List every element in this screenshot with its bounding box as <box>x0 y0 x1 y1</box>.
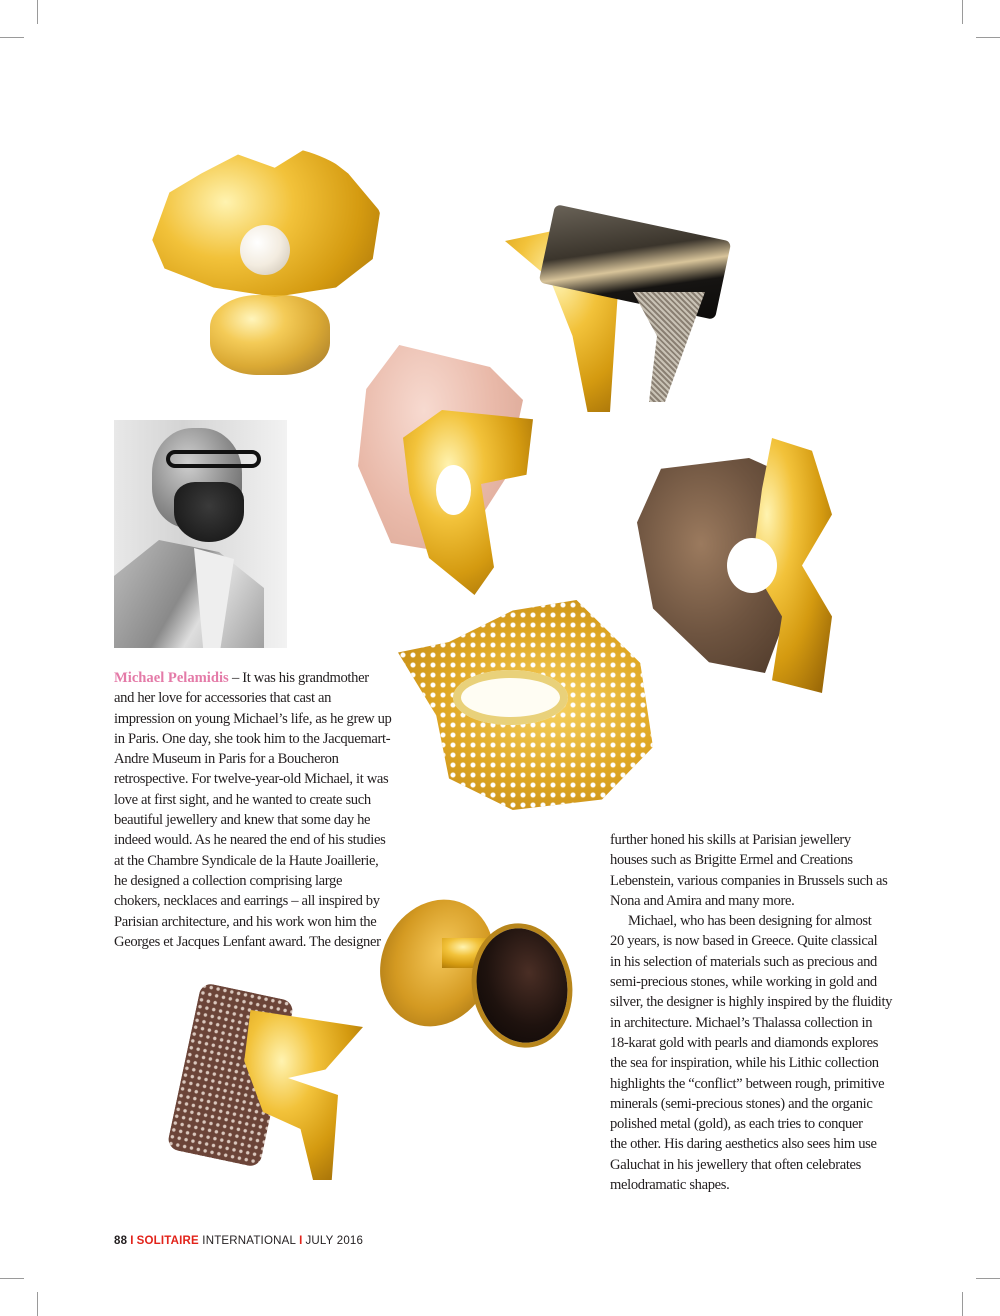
text-line: 18-karat gold with pearls and diamonds explores <box>610 1034 879 1051</box>
text-line: polished metal (gold), as each tries to conquer <box>610 1116 863 1133</box>
page-footer <box>114 1235 363 1247</box>
crop-mark <box>976 37 1000 38</box>
text-line: houses such as Brigitte Ermel and Creations <box>610 852 853 869</box>
text-line: 20 years, is now based in Greece. Quite classical <box>610 933 878 950</box>
issue-date: JULY 2016 <box>305 1235 364 1247</box>
text-line: beautiful jewellery and knew that some day he <box>114 812 371 829</box>
text-line: silver, the designer is highly inspired by the fluidity <box>610 994 893 1011</box>
text-line: highlights the “conflict” between rough, primitive <box>610 1075 885 1092</box>
galuchat-ring-image <box>183 990 363 1185</box>
magazine-brand: SOLITAIRE <box>136 1235 199 1247</box>
article-right-column <box>610 830 893 1195</box>
gold-lace-pearl-ring-image <box>398 600 653 810</box>
text-line: semi-precious stones, while working in gold and <box>610 974 877 991</box>
crop-mark <box>37 0 38 24</box>
text-line: he designed a collection comprising large <box>114 872 343 889</box>
text-line: Lebenstein, various companies in Brussels such as <box>610 872 888 889</box>
text-line: melodramatic shapes. <box>610 1177 730 1194</box>
pearl-icon <box>240 225 290 275</box>
text-line: in architecture. Michael’s Thalassa collection in <box>610 1014 873 1031</box>
smoky-rough-ring-image <box>637 438 832 693</box>
crop-mark <box>0 1278 24 1279</box>
text-line: minerals (semi-precious stones) and the organic <box>610 1095 873 1112</box>
crop-mark <box>37 1292 38 1316</box>
crop-mark <box>0 37 24 38</box>
text-line: the other. His daring aesthetics also sees him use <box>610 1136 877 1153</box>
crop-mark <box>962 0 963 24</box>
page-number: 88 <box>114 1235 128 1247</box>
footer-separator: I <box>299 1235 303 1247</box>
article-first-line: Michael Pelamidis – It was his grandmother <box>114 670 369 686</box>
text-line: further honed his skills at Parisian jewellery <box>610 832 851 848</box>
text-line: Nona and Amira and many more. <box>610 892 795 909</box>
text-line: Georges et Jacques Lenfant award. The designer <box>114 933 381 950</box>
crop-mark <box>962 1292 963 1316</box>
rose-quartz-ring-image <box>358 345 533 595</box>
designer-name: Michael Pelamidis <box>114 670 229 686</box>
text-line: in his selection of materials such as precious and <box>610 953 878 970</box>
magazine-brand-rest: INTERNATIONAL <box>198 1235 297 1247</box>
text-line: at the Chambre Syndicale de la Haute Joaillerie, <box>114 852 379 869</box>
article-left-column <box>114 668 392 952</box>
crop-mark <box>976 1278 1000 1279</box>
text-line: indeed would. As he neared the end of his studies <box>114 832 386 849</box>
text-line: chokers, necklaces and earrings – all inspired by <box>114 893 380 910</box>
footer-separator: I <box>130 1235 134 1247</box>
text-line: love at first sight, and he wanted to create such <box>114 791 371 808</box>
smoky-quartz-ring-image <box>505 212 725 412</box>
text-line: in Paris. One day, she took him to the Jacquemart- <box>114 730 391 747</box>
text-line: Parisian architecture, and his work won him the <box>114 913 377 930</box>
text-line: Michael, who has been designing for almost <box>628 913 872 930</box>
text-line: Galuchat in his jewellery that often celebrates <box>610 1156 861 1173</box>
text-line: Andre Museum in Paris for a Boucheron <box>114 751 339 768</box>
onyx-cufflinks-image <box>382 898 572 1048</box>
text-line: and her love for accessories that cast an <box>114 690 332 707</box>
coral-pearl-ring-image <box>140 135 385 375</box>
text-line: the sea for inspiration, while his Lithic collection <box>610 1055 879 1072</box>
text-line: impression on young Michael’s life, as he grew up <box>114 710 392 727</box>
designer-portrait <box>114 420 287 648</box>
text-line: retrospective. For twelve-year-old Michael, it was <box>114 771 389 788</box>
